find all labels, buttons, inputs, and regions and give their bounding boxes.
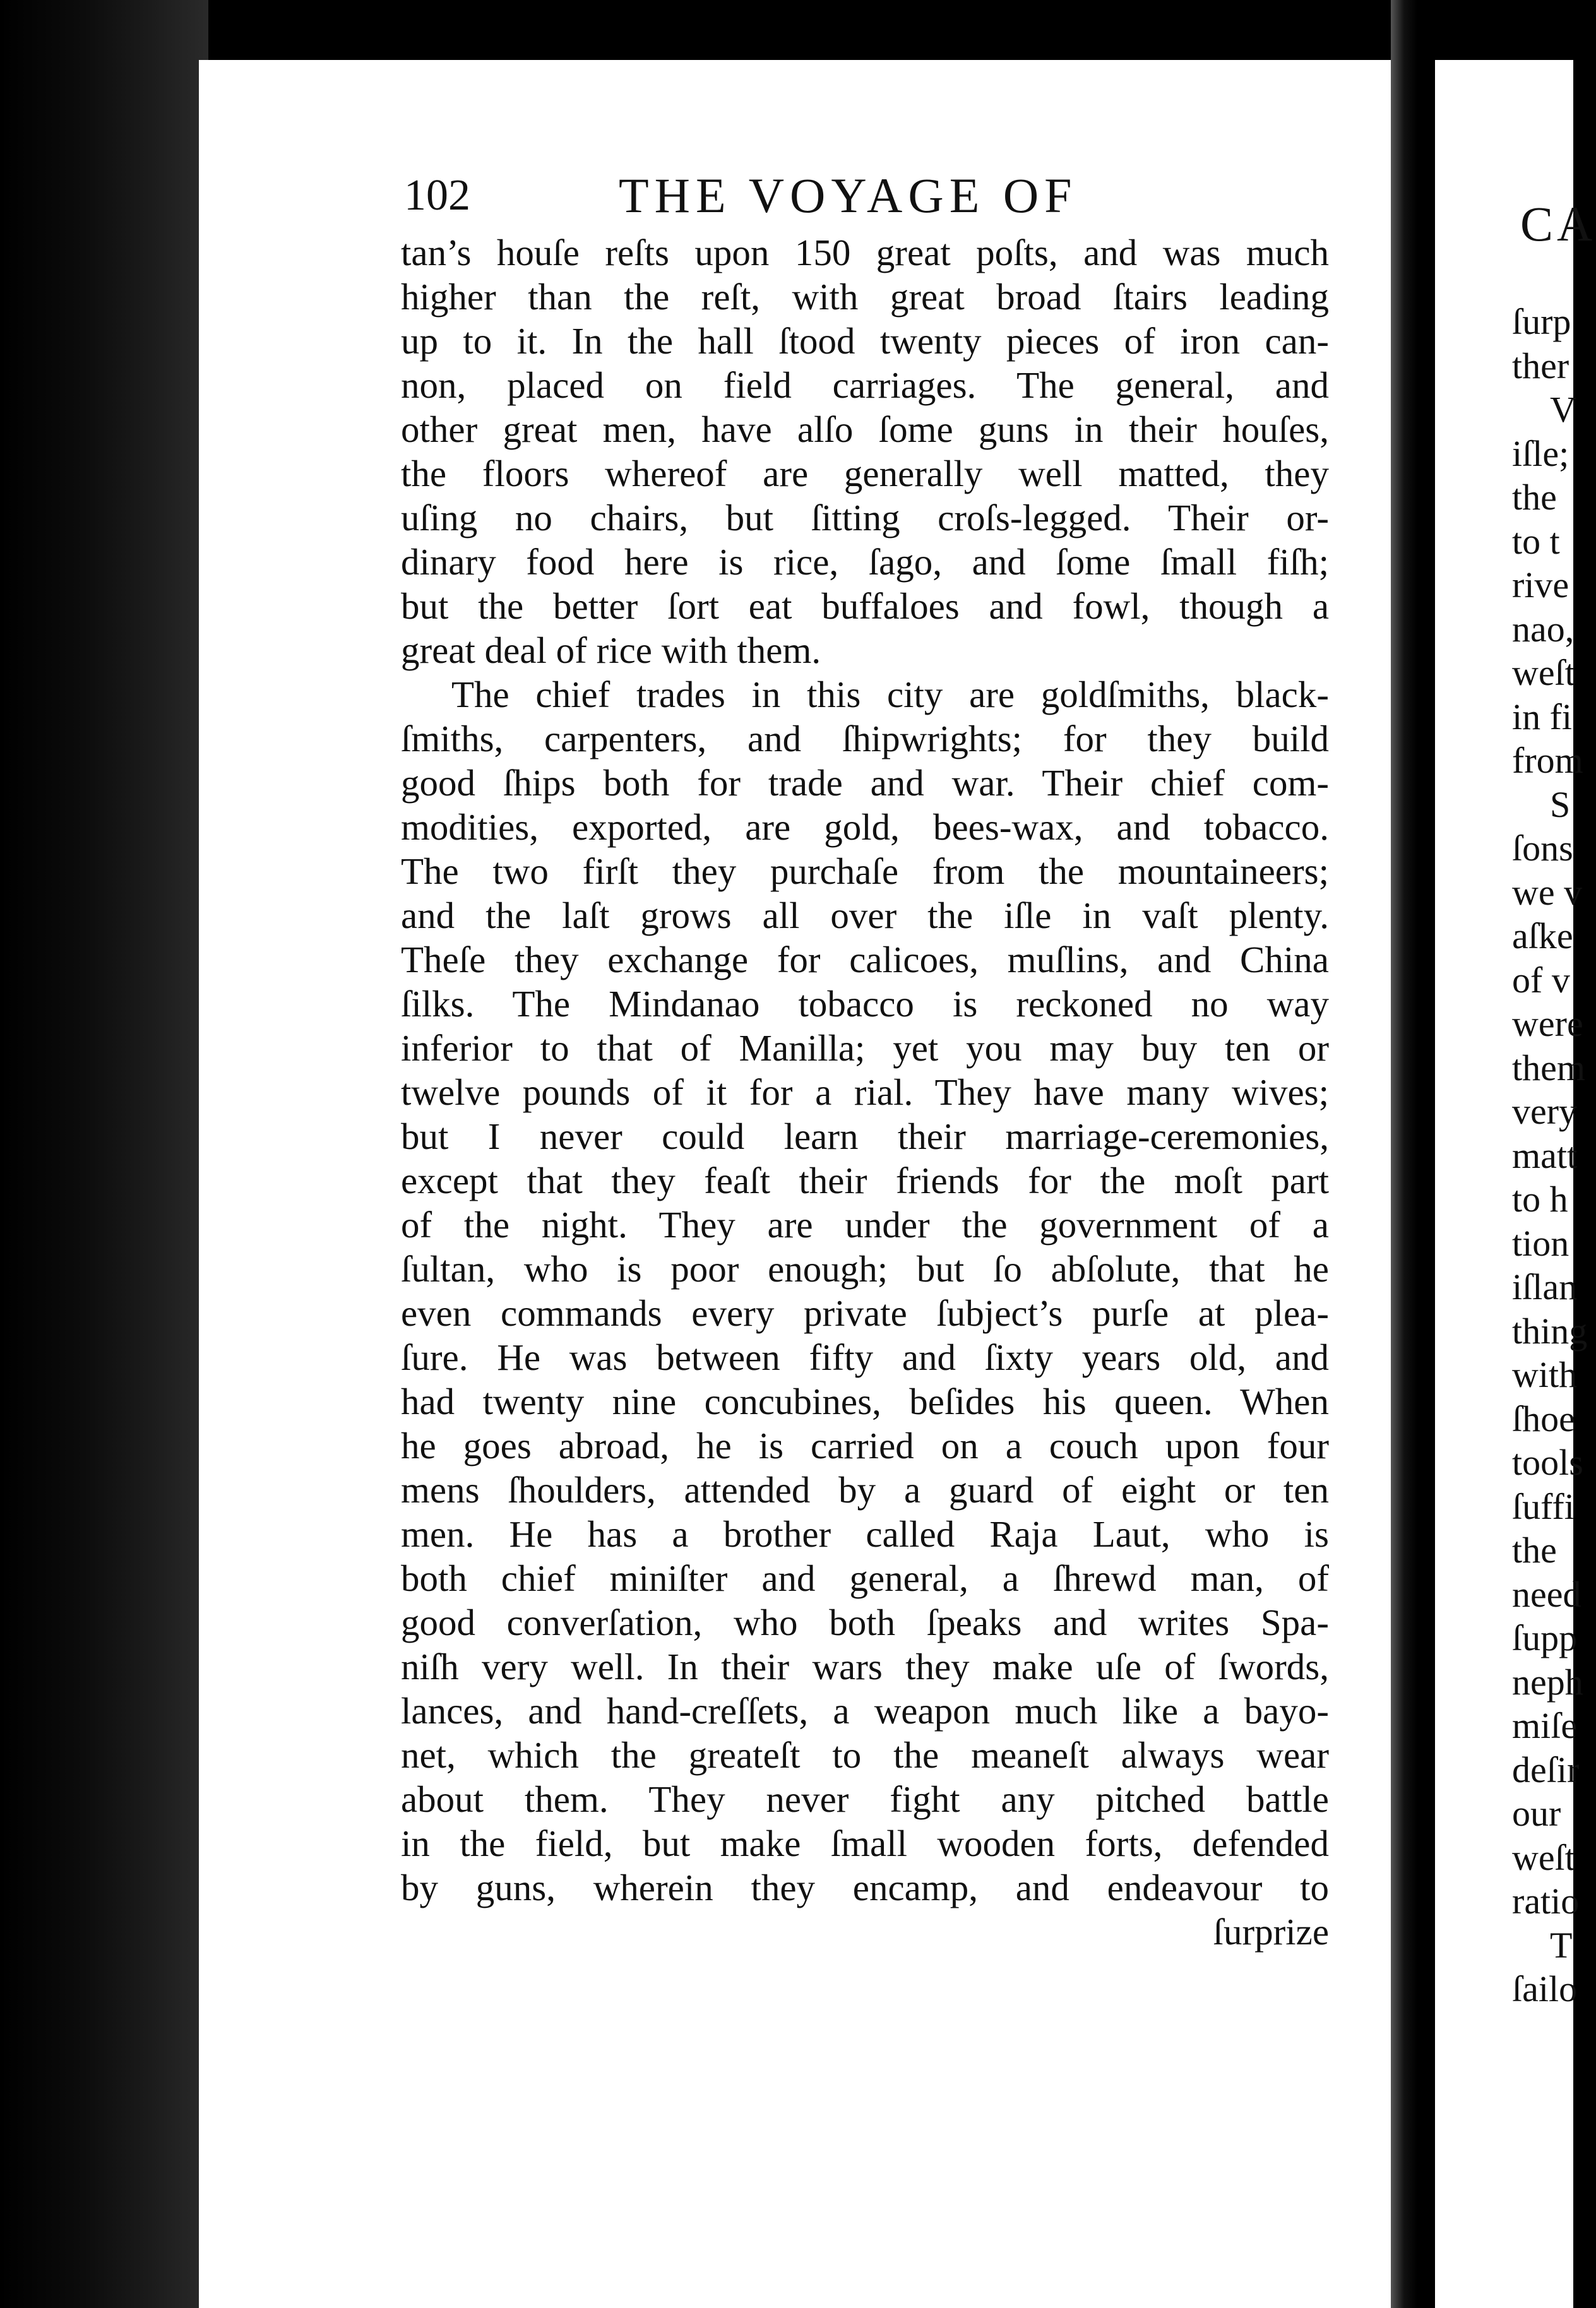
text-line: good converſation, who both ſpeaks and writes Spa- xyxy=(401,1602,1329,1643)
right-text-line: aſke xyxy=(1512,915,1573,956)
text-line: twelve pounds of it for a rial. They have many wives; xyxy=(401,1071,1329,1113)
right-text-line: tools xyxy=(1512,1442,1583,1483)
text-line: lances, and hand-creſſets, a weapon much like a bayo- xyxy=(401,1690,1329,1732)
right-text-line: ther xyxy=(1512,345,1569,386)
binding-gutter xyxy=(0,0,208,2308)
text-line: the floors whereof are generally well matted, they xyxy=(401,453,1329,494)
right-text-line: weſt xyxy=(1512,1836,1575,1878)
right-text-line: of v xyxy=(1512,959,1570,1001)
text-line: he goes abroad, he is carried on a couch upon four xyxy=(401,1425,1329,1466)
text-line: but the better ſort eat buffaloes and fowl, though a xyxy=(401,585,1329,627)
right-text-line: them xyxy=(1512,1047,1585,1088)
right-text-line: in fi xyxy=(1512,696,1573,737)
right-text-line: ſons xyxy=(1512,828,1573,869)
text-line: mens ſhoulders, attended by a guard of eight or ten xyxy=(401,1469,1329,1511)
text-line: tan’s houſe reſts upon 150 great poſts, and was much xyxy=(401,232,1329,273)
text-line: ſure. He was between fifty and ſixty years old, and xyxy=(401,1336,1329,1378)
text-line: about them. They never fight any pitched battle xyxy=(401,1778,1329,1820)
right-text-line: ratio xyxy=(1512,1881,1580,1922)
text-line: ſmiths, carpenters, and ſhipwrights; for they build xyxy=(401,718,1329,759)
text-line: other great men, have alſo ſome guns in their houſes, xyxy=(401,408,1329,450)
right-page xyxy=(1435,60,1596,2308)
running-head: THE VOYAGE OF xyxy=(619,168,1078,223)
text-line: of the night. They are under the government of a xyxy=(401,1204,1329,1246)
right-text-line: ſuffi xyxy=(1512,1485,1575,1527)
right-text-line: ſhoe xyxy=(1512,1398,1575,1439)
text-line: ſultan, who is poor enough; but ſo abſolute, that he xyxy=(401,1248,1329,1290)
text-line: had twenty nine concubines, beſides his queen. When xyxy=(401,1381,1329,1422)
right-text-line: iſle; xyxy=(1512,432,1569,474)
text-line: The two firſt they purchaſe from the mountaineers; xyxy=(401,850,1329,892)
text-line: non, placed on field carriages. The general, and xyxy=(401,364,1329,406)
right-text-line: weſt xyxy=(1512,652,1575,693)
right-text-line: nao, xyxy=(1512,608,1575,650)
text-line: niſh very well. In their wars they make uſe of ſwords, xyxy=(401,1646,1329,1687)
text-line: and the laſt grows all over the iſle in vaſt plenty. xyxy=(401,895,1329,936)
right-text-line: need xyxy=(1512,1573,1581,1615)
text-line: except that they feaſt their friends for the moſt part xyxy=(401,1160,1329,1201)
right-text-line: we v xyxy=(1512,871,1583,913)
text-line: uſing no chairs, but ſitting croſs-legged. Their or- xyxy=(401,497,1329,538)
right-text-line: T xyxy=(1550,1924,1573,1966)
book-fold xyxy=(1391,0,1435,2308)
text-line: great deal of rice with them. xyxy=(401,629,821,671)
right-text-line: rive xyxy=(1512,564,1569,605)
right-text-line: very xyxy=(1512,1091,1578,1132)
right-text-line: V xyxy=(1550,389,1576,430)
text-line: dinary food here is rice, ſago, and ſome ſmall fiſh; xyxy=(401,541,1329,583)
right-text-line: the xyxy=(1512,477,1557,518)
right-text-line: ſupp xyxy=(1512,1617,1578,1658)
text-line: both chief miniſter and general, a ſhrewd man, of xyxy=(401,1557,1329,1599)
right-text-line: our xyxy=(1512,1793,1561,1834)
text-line: inferior to that of Manilla; yet you may buy ten or xyxy=(401,1027,1329,1069)
right-text-line: miſe xyxy=(1512,1705,1578,1746)
right-text-line: to h xyxy=(1512,1179,1568,1220)
right-text-line: ſurp xyxy=(1512,301,1571,342)
right-text-line: thing xyxy=(1512,1310,1588,1352)
text-line: men. He has a brother called Raja Laut, who is xyxy=(401,1513,1329,1555)
text-line: but I never could learn their marriage-ceremonies, xyxy=(401,1115,1329,1157)
text-line: good ſhips both for trade and war. Their chief com- xyxy=(401,762,1329,804)
right-text-line: with xyxy=(1512,1354,1578,1395)
right-page-text xyxy=(1512,300,1587,2011)
right-text-line: iſlan xyxy=(1512,1266,1578,1307)
text-line: in the field, but make ſmall wooden forts, defended xyxy=(401,1823,1329,1864)
text-line: higher than the reſt, with great broad ſtairs leading xyxy=(401,276,1329,318)
body-text xyxy=(401,230,1329,1954)
text-line: ſilks. The Mindanao tobacco is reckoned no way xyxy=(401,983,1329,1025)
right-text-line: tion xyxy=(1512,1222,1569,1264)
right-text-line: ſailo xyxy=(1512,1968,1578,2009)
catchword: ſurprize xyxy=(1213,1911,1329,1953)
text-line: by guns, wherein they encamp, and endeavour to xyxy=(401,1867,1329,1908)
text-line: modities, exported, are gold, bees-wax, and tobacco. xyxy=(401,806,1329,848)
right-text-line: S xyxy=(1550,783,1571,825)
right-text-line: matt xyxy=(1512,1134,1578,1176)
right-text-line: neph xyxy=(1512,1661,1583,1703)
text-line: Theſe they exchange for calicoes, muſlins, and China xyxy=(401,939,1329,980)
right-text-line: to t xyxy=(1512,520,1560,562)
text-line: net, which the greateſt to the meaneſt always wear xyxy=(401,1734,1329,1776)
right-text-line: the xyxy=(1512,1530,1557,1571)
right-text-line: were xyxy=(1512,1003,1583,1044)
right-text-line: from xyxy=(1512,740,1583,781)
right-text-line: deſir xyxy=(1512,1749,1580,1790)
text-line: up to it. In the hall ſtood twenty pieces of iron can- xyxy=(401,320,1329,362)
page-header xyxy=(404,161,1338,230)
page-number: 102 xyxy=(404,171,470,220)
right-running-head: CA xyxy=(1520,196,1596,251)
text-line: even commands every private ſubject’s purſe at plea- xyxy=(401,1292,1329,1334)
text-line: The chief trades in this city are goldſmiths, black- xyxy=(451,674,1329,715)
